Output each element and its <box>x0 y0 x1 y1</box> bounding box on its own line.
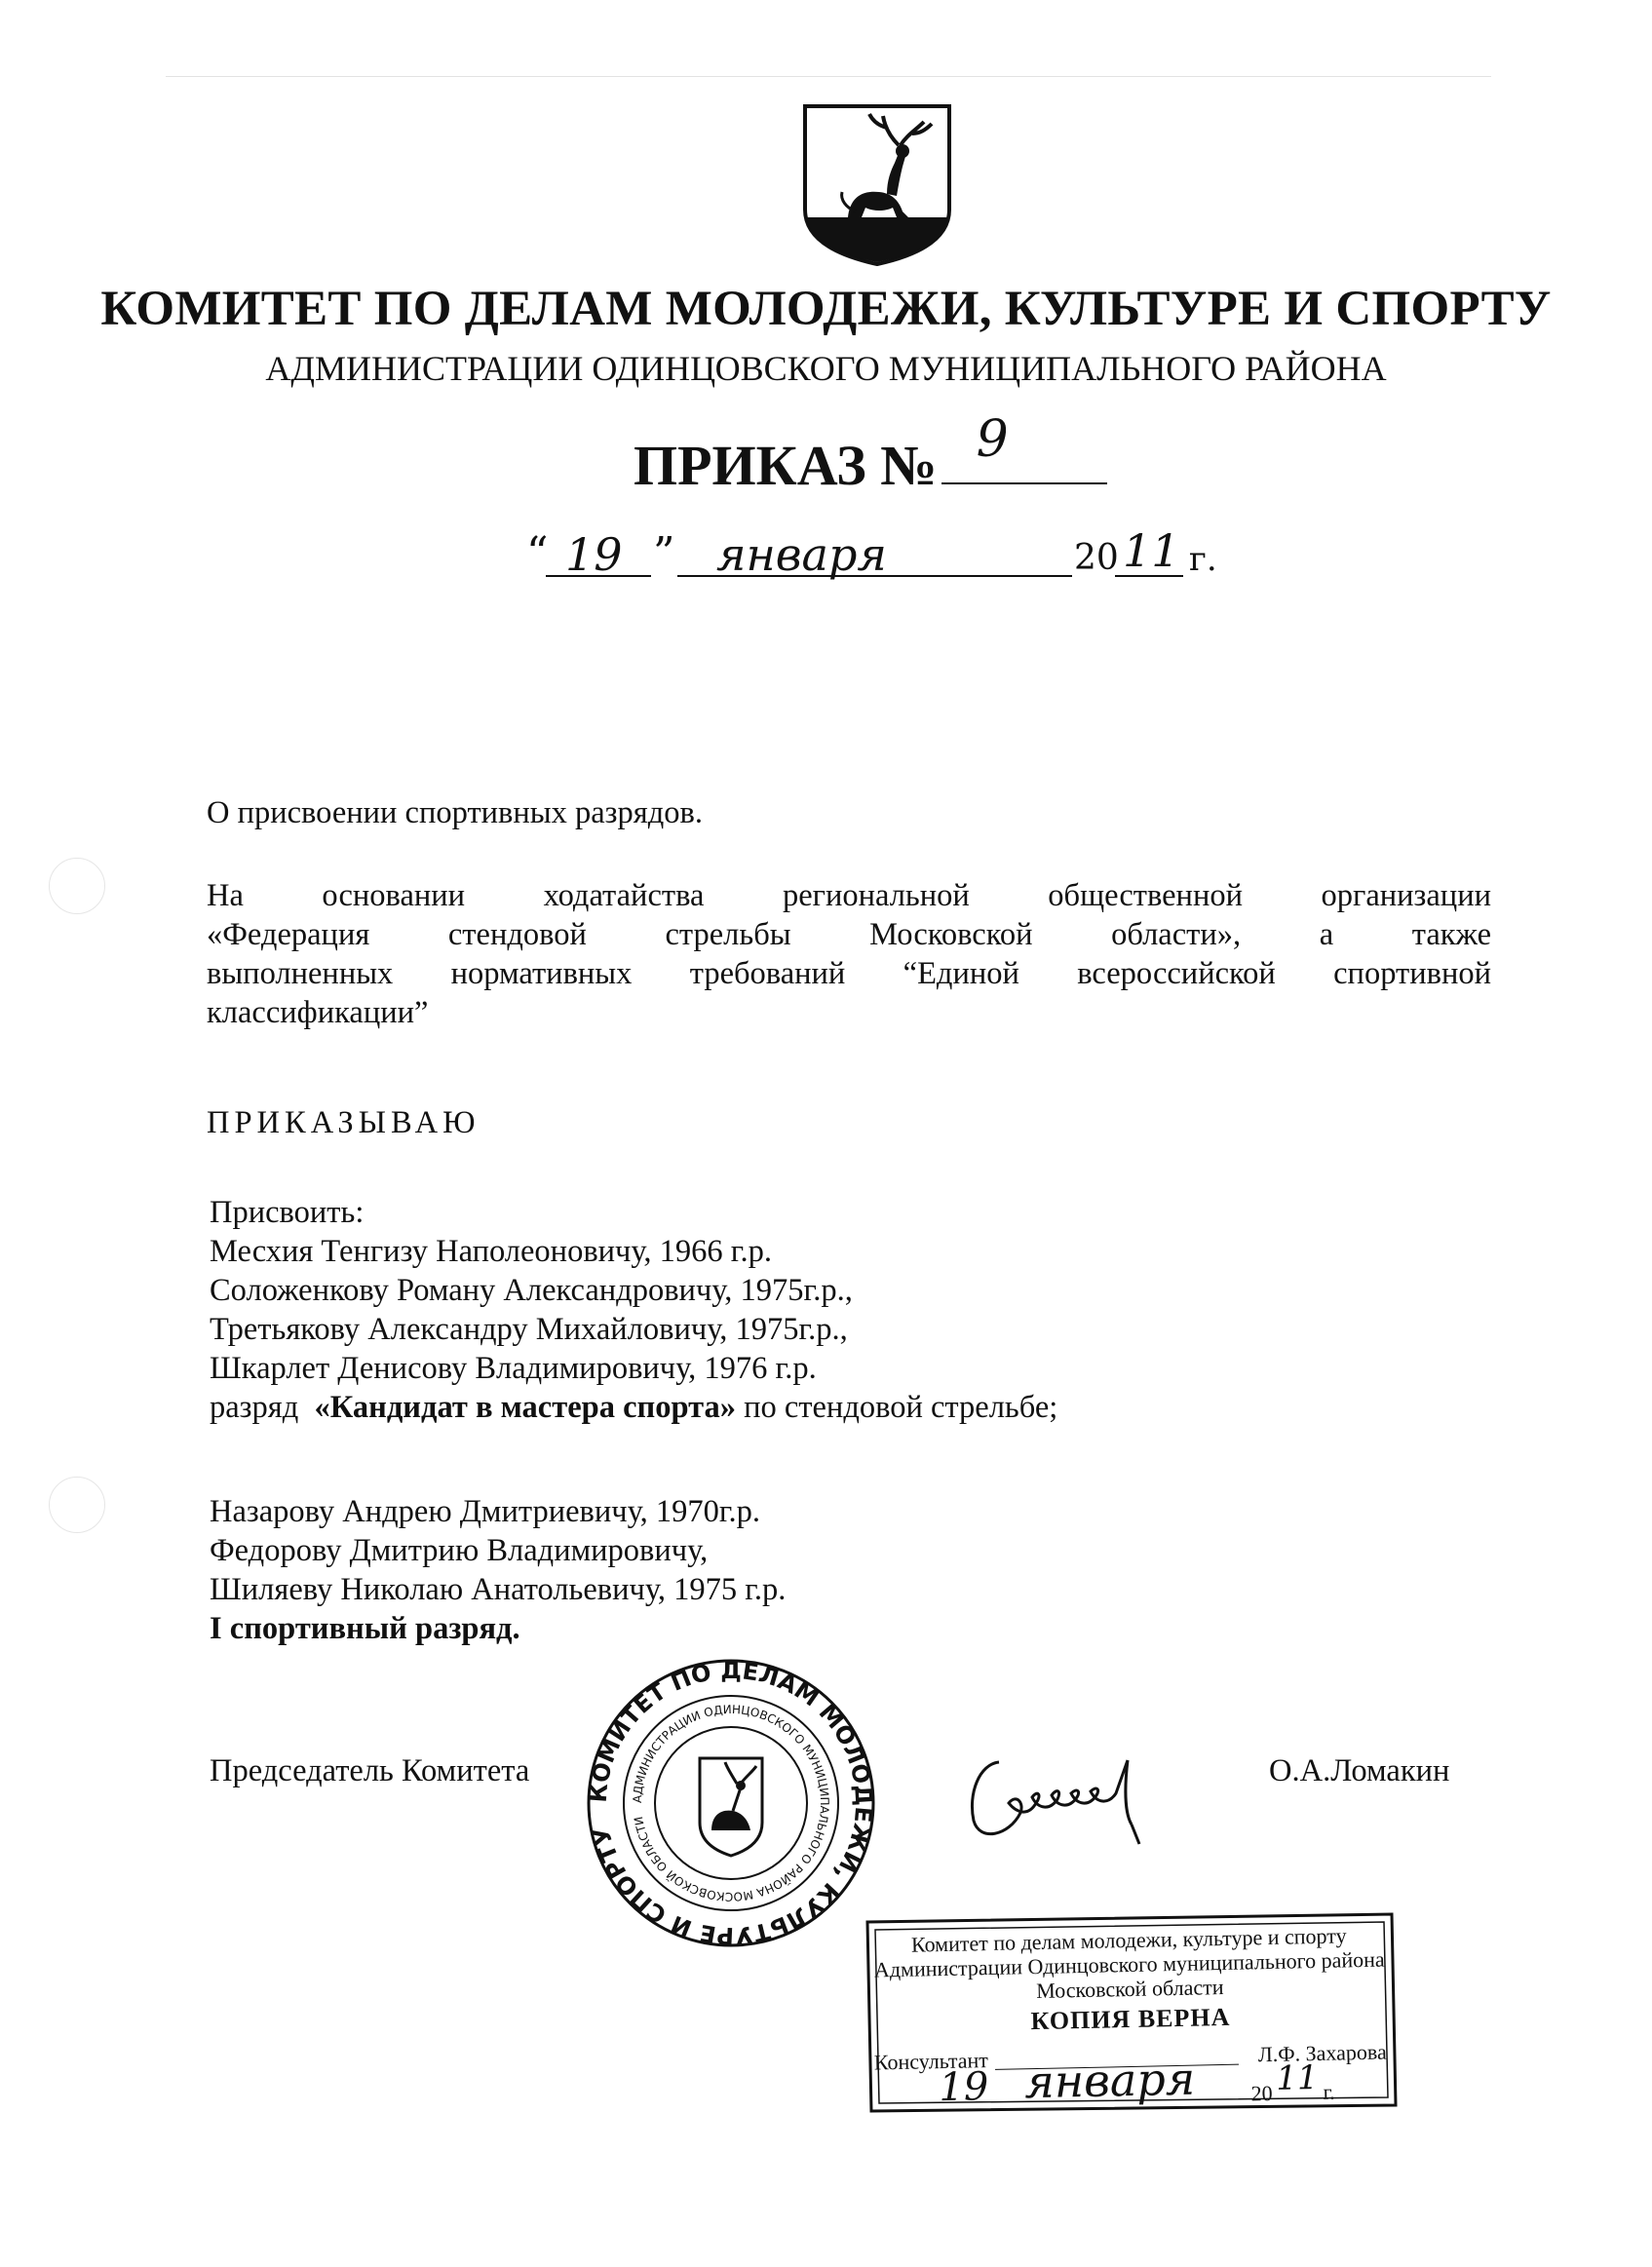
signatory-title: Председатель Комитета <box>210 1753 530 1788</box>
consultant-label: Консультант <box>873 2048 989 2075</box>
copy-date-year-prefix: 20 <box>1250 2080 1273 2106</box>
copy-stamp-line: Комитет по делам молодежи, культуре и спорту <box>910 1923 1347 1957</box>
rank-prefix: разряд <box>210 1390 315 1425</box>
organization-title: КОМИТЕТ ПО ДЕЛАМ МОЛОДЕЖИ, КУЛЬТУРЕ И СПОРТУ <box>100 282 1552 336</box>
person-line: Третьякову Александру Михайловичу, 1975г.р., <box>210 1312 848 1347</box>
order-date <box>517 524 1316 593</box>
basis-line: выполненных нормативных требований “Единой всероссийской спортивной <box>207 956 1491 991</box>
rank-suffix: по стендовой стрельбе; <box>735 1390 1058 1425</box>
person-line: Шиляеву Николаю Анатольевичу, 1975 г.р. <box>210 1572 787 1607</box>
order-directive: ПРИКАЗЫВАЮ <box>207 1105 480 1140</box>
date-open-quote: “ <box>526 528 549 578</box>
basis-line: «Федерация стендовой стрельбы Московской области», а также <box>207 917 1491 952</box>
rank-name: «Кандидат в мастера спорта» <box>314 1390 736 1425</box>
order-number-blank <box>941 410 1107 484</box>
copy-date-year-unit: г. <box>1323 2079 1335 2104</box>
copy-stamp-text <box>865 1922 1396 2118</box>
copy-stamp-line: Московской области <box>1035 1974 1224 2004</box>
order-heading <box>634 410 1107 498</box>
rank-name: I спортивный разряд. <box>210 1611 520 1646</box>
official-round-stamp <box>585 1657 877 1949</box>
scan-edge-line <box>166 76 1491 77</box>
person-line: Назарову Андрею Дмитриевичу, 1970г.р. <box>210 1494 761 1529</box>
date-month-handwritten: января <box>716 528 887 581</box>
person-line: Шкарлет Денисову Владимировичу, 1976 г.р. <box>210 1351 817 1386</box>
punch-hole-mark <box>49 858 105 914</box>
date-year-unit: г. <box>1189 540 1217 579</box>
assignment-group-2 <box>210 1492 786 1648</box>
basis-line: классификации” <box>207 995 429 1030</box>
date-year-prefix: 20 <box>1074 538 1119 578</box>
signatory-name: О.А.Ломакин <box>1269 1753 1450 1788</box>
order-subject: О присвоении спортивных разрядов. <box>207 795 703 830</box>
coat-of-arms-icon <box>801 102 953 268</box>
order-basis-paragraph <box>207 876 1491 1032</box>
copy-verified-label: КОПИЯ ВЕРНА <box>1030 2002 1231 2036</box>
organization-subtitle: АДМИНИСТРАЦИИ ОДИНЦОВСКОГО МУНИЦИПАЛЬНОГО РАЙОНА <box>265 349 1387 388</box>
assign-label: Присвоить: <box>210 1195 365 1230</box>
copy-date-year-handwritten: 11 <box>1275 2057 1319 2098</box>
stamp-inner-text: АДМИНИСТРАЦИИ ОДИНЦОВСКОГО МУНИЦИПАЛЬНОГО РАЙОНА МОСКОВСКОЙ ОБЛАСТИ <box>630 1702 832 1904</box>
copy-date-month-handwritten: января <box>1023 2052 1196 2109</box>
rank-line <box>210 1388 1057 1427</box>
person-line: Соложенкову Роману Александровичу, 1975г.р., <box>210 1273 853 1308</box>
assignment-group-1 <box>210 1193 1057 1427</box>
date-day-handwritten: 19 <box>565 528 623 581</box>
basis-line: На основании ходатайства региональной общественной организации <box>207 878 1491 913</box>
date-year-handwritten: 11 <box>1123 524 1180 577</box>
date-close-quote: ” <box>653 528 675 578</box>
stamp-outer-text: КОМИТЕТ ПО ДЕЛАМ МОЛОДЕЖИ, КУЛЬТУРЕ И СПОРТУ <box>585 1657 877 1949</box>
punch-hole-mark <box>49 1477 105 1533</box>
order-number-handwritten: 9 <box>976 410 1009 469</box>
copy-date-day-handwritten: 19 <box>938 2064 989 2111</box>
person-line: Месхия Тенгизу Наполеоновичу, 1966 г.р. <box>210 1234 772 1269</box>
consultant-name: Л.Ф. Захарова <box>1257 2039 1387 2067</box>
order-label: ПРИКАЗ № <box>634 434 938 497</box>
person-line: Федорову Дмитрию Владимировичу, <box>210 1533 709 1568</box>
copy-stamp-line: Администрации Одинцовского муниципального района <box>873 1946 1385 1982</box>
handwritten-signature <box>960 1735 1184 1852</box>
